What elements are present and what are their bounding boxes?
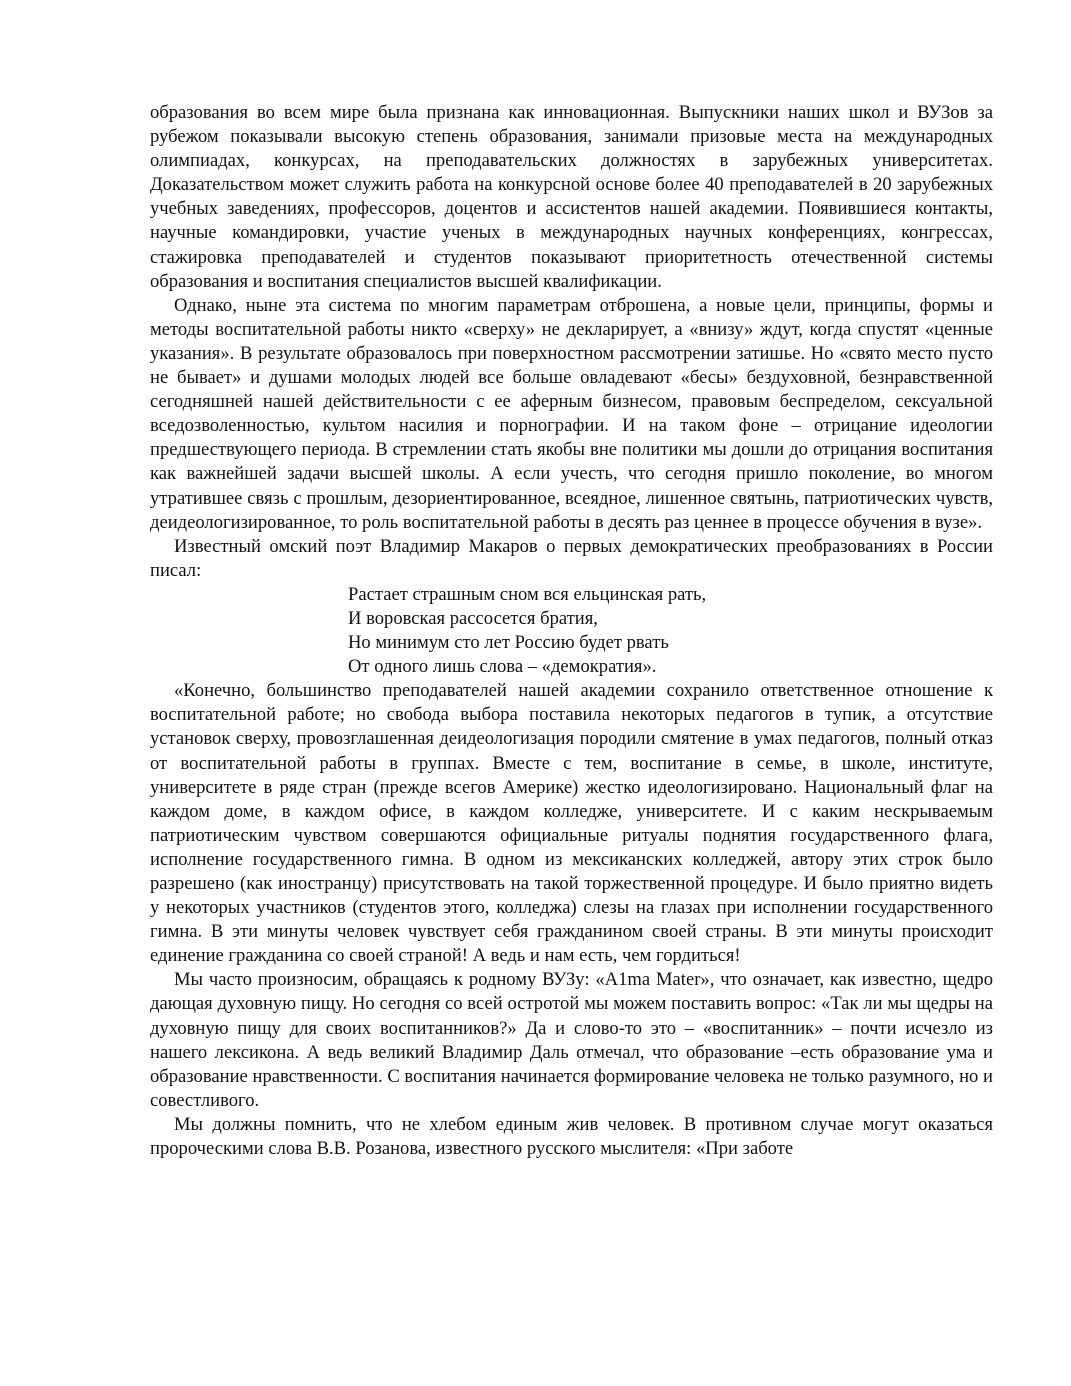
poem-quote bbox=[150, 583, 993, 679]
poem-line: И воровская рассосется братия, bbox=[348, 607, 598, 629]
paragraph-poet-intro: Известный омский поэт Владимир Макаров о первых демократических преобразованиях в России писал: bbox=[150, 535, 993, 581]
poem-line: Но минимум сто лет Россию будет рвать bbox=[348, 632, 669, 654]
paragraph-not-by-bread-alone: Мы должны помнить, что не хлебом единым жив человек. В противном случае могут оказаться пророческими слова В.В. Розанова, известного русского мыслителя: «При заботе bbox=[150, 1113, 993, 1160]
paragraph-alma-mater: Мы часто произносим, обращаясь к родному ВУЗу: «A1ma Mater», что означает, как известно, щедро дающая духовную пищу. Но сегодня со всей остротой мы можем поставить вопрос: «Так ли мы щедры на духовную пищу для своих воспитанников?» Да и слово-то это – «воспитанник» – почти исчезло из нашего лексикона. А ведь великий Владимир Даль отмечал, что образование –есть образование ума и образование нравственности. С воспитания начинается формирование человека не только разумного, но и совестливого. bbox=[150, 969, 993, 1111]
paragraph-teachers-responsibility: «Конечно, большинство преподавателей нашей академии сохранило ответственное отношение к воспитательной работе; но свобода выбора поставила некоторых педагогов в тупик, а отсутствие установок сверху, провозглашенная деидеологизация породили смятение в умах педагогов, полный отказ от воспитательной работы в группах. Вместе с тем, воспитание в семье, в школе, институте, университете в ряде стран (прежде всегов Америке) жестко идеологизировано. Национальный флаг на каждом доме, в каждом офисе, в каждом колледже, университете. И с каким нескрываемым патриотическим чувством совершаются официальные ритуалы поднятия государственного флага, исполнение государственного гимна. В одном из мексиканских колледжей, автору этих строк было разрешено (как иностранцу) присутствовать на такой торжественной процедуре. И было приятно видеть у некоторых участников (студентов этого, колледжа) слезы на глазах при исполнении государственного гимна. В эти минуты человек чувствует себя гражданином своей страны. В эти минуты происходит единение гражданина со своей страной! А ведь и нам есть, чем гордиться! bbox=[150, 680, 993, 967]
paragraph-system-rejected: Однако, ныне эта система по многим параметрам отброшена, а новые цели, принципы, формы и методы воспитательной работы никто «сверху» не декларирует, а «внизу» ждут, когда спустят «ценные указания». В результате образовалось при поверхностном рассмотрении затишье. Но «свято место пусто не бывает» и душами молодых людей все больше овладевают «бесы» бездуховной, безнравственной сегодняшней нашей действительности с ее аферным бизнесом, правовым беспределом, сексуальной вседозволенностью, культом насилия и порнографии. И на таком фоне – отрицание идеологии предшествующего периода. В стремлении стать якобы вне политики мы дошли до отрицания воспитания как важнейшей задачи высшей школы. А если учесть, что сегодня пришло поколение, во многом утратившее связь с прошлым, дезориентированное, всеядное, лишенное святынь, патриотических чувств, деидеологизированное, то роль воспитательной работы в десять раз ценнее в процессе обучения в вузе». bbox=[150, 294, 993, 533]
poem-line: От одного лишь слова – «демократия». bbox=[348, 656, 657, 678]
poem-line: Растает страшным сном вся ельцинская рать, bbox=[348, 583, 707, 605]
paragraph-education-abroad: образования во всем мире была признана как инновационная. Выпускники наших школ и ВУЗов за рубежом показывали высокую степень образования, занимали призовые места на международных олимпиадах, конкурсах, на преподавательских должностях в зарубежных университетах. Доказательством может служить работа на конкурсной основе более 40 преподавателей в 20 зарубежных учебных заведениях, профессоров, доцентов и ассистентов нашей академии. Появившиеся контакты, научные командировки, участие ученых в международных научных конференциях, конгрессах, стажировка преподавателей и студентов показывают приоритетность отечественной системы образования и воспитания специалистов высшей квалификации. bbox=[150, 102, 993, 292]
document-page bbox=[150, 101, 993, 1161]
